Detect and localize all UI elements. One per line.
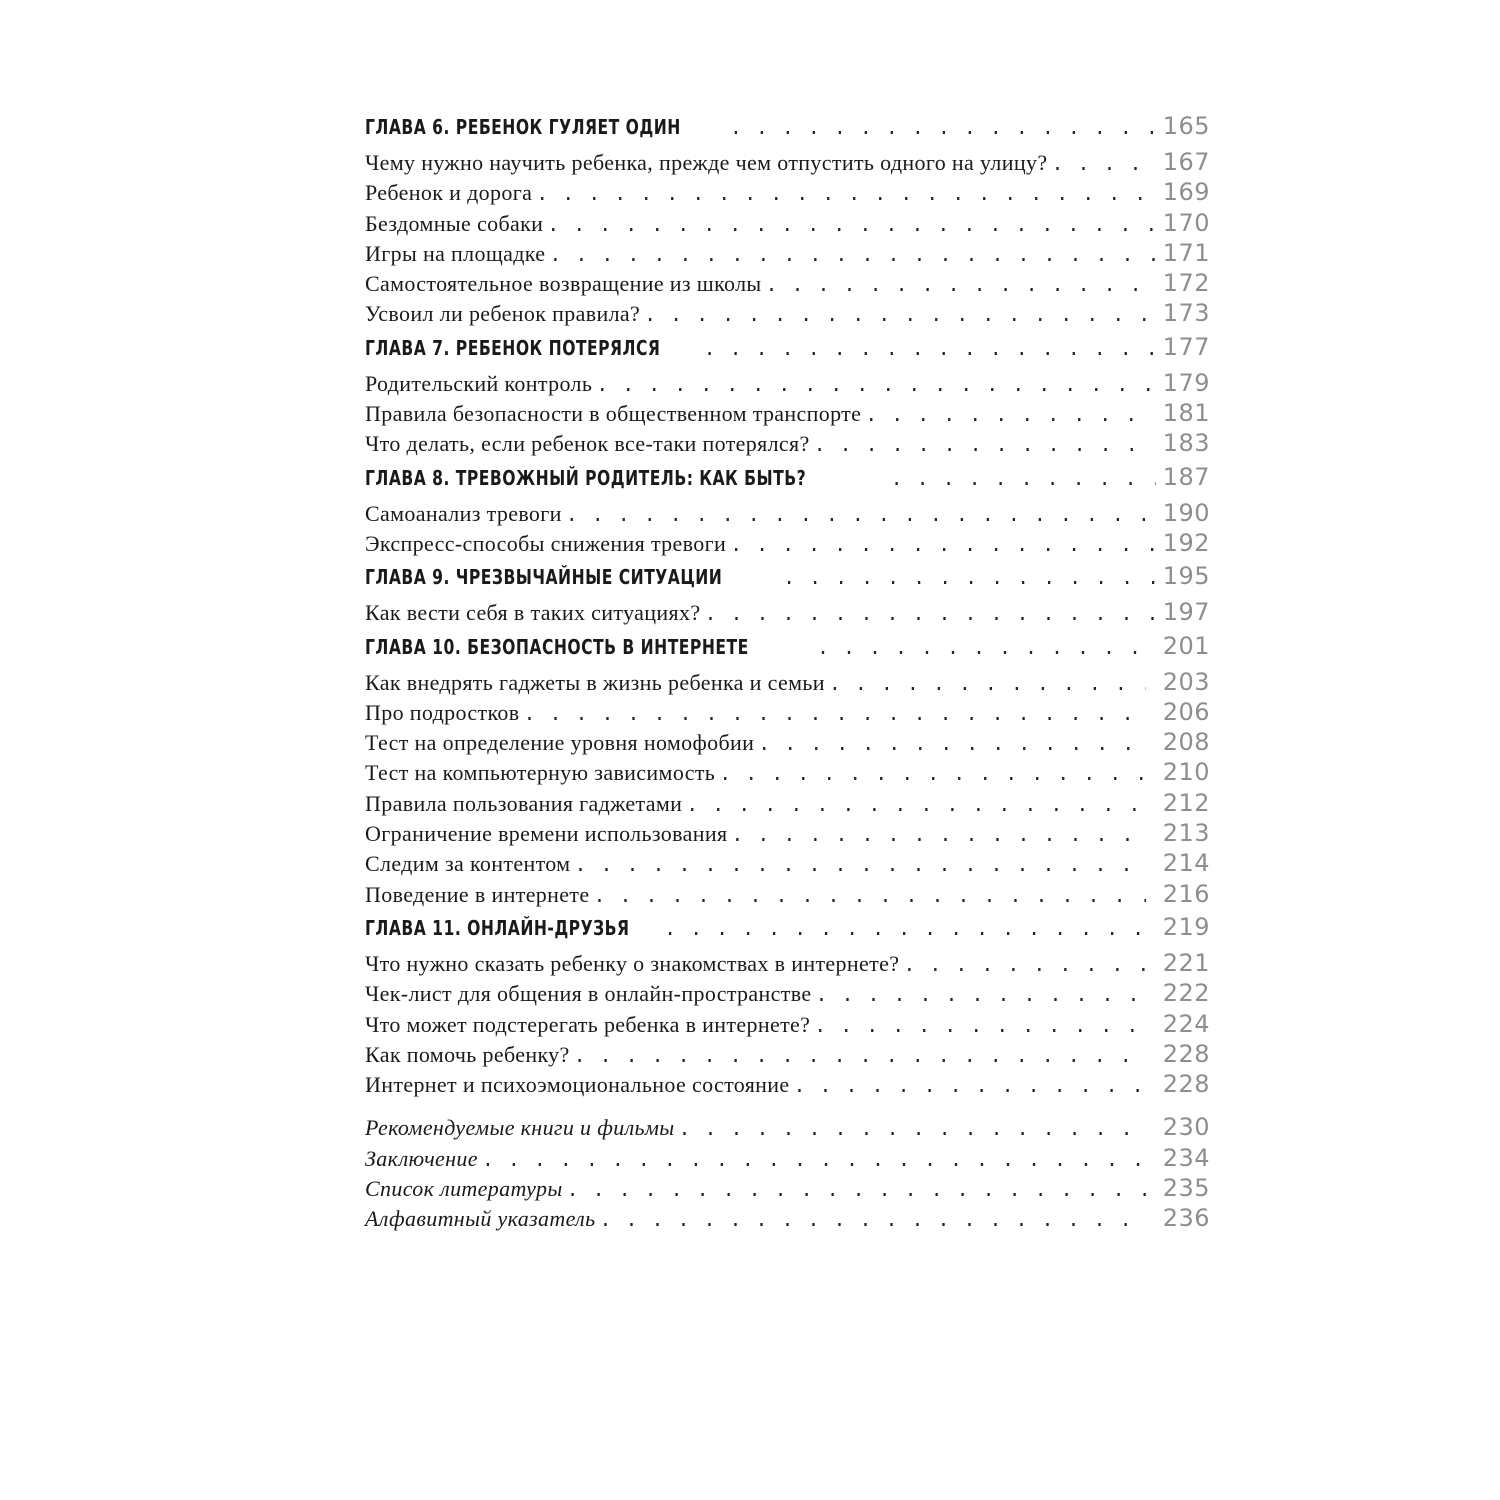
page-number: 192 — [1162, 528, 1210, 557]
dot-leader — [730, 118, 1156, 141]
page-number: 167 — [1162, 148, 1210, 176]
toc-section-entry — [365, 1010, 1210, 1040]
dot-leader — [783, 568, 1156, 591]
chapter-title: ГЛАВА 11. ОНЛАЙН-ДРУЗЬЯ — [365, 915, 630, 940]
chapter-title: ГЛАВА 9. ЧРЕЗВЫЧАЙНЫЕ СИТУАЦИИ — [365, 565, 723, 590]
dot-leader — [1051, 154, 1156, 177]
page-number: 201 — [1162, 631, 1210, 660]
dot-leader — [549, 245, 1156, 268]
page-number: 195 — [1162, 562, 1210, 591]
toc-section-entry — [365, 299, 1210, 329]
toc-section-entry — [365, 209, 1210, 239]
dot-leader — [593, 886, 1146, 909]
dot-leader — [817, 638, 1156, 661]
entry-title: Интернет и психоэмоциональное состояние — [365, 1072, 790, 1098]
entry-title: Правила пользования гаджетами — [365, 790, 683, 816]
page-number: 169 — [1162, 178, 1210, 207]
dot-leader — [814, 1016, 1146, 1039]
dot-leader — [719, 764, 1146, 787]
page-number: 236 — [1162, 1204, 1210, 1233]
dot-leader — [730, 535, 1156, 558]
page-number: 179 — [1162, 368, 1210, 397]
entry-title: Что делать, если ребенок все-таки потерялся? — [365, 431, 810, 457]
page-number: 190 — [1162, 498, 1210, 527]
toc-chapter-entry — [365, 333, 1210, 367]
dot-leader — [865, 405, 1156, 428]
page-number: 221 — [1162, 948, 1210, 977]
dot-leader — [567, 1180, 1146, 1203]
toc-section-entry — [365, 269, 1210, 299]
toc-section-entry — [365, 429, 1210, 459]
page-number: 235 — [1162, 1174, 1210, 1203]
page-number: 170 — [1162, 208, 1210, 237]
page-number: 219 — [1162, 912, 1210, 941]
entry-title: Экспресс-способы снижения тревоги — [365, 530, 727, 556]
page-number: 165 — [1162, 112, 1210, 140]
entry-title: Усвоил ли ребенок правила? — [365, 301, 641, 327]
page-number: 171 — [1162, 238, 1210, 267]
toc-chapter-entry — [365, 112, 1210, 146]
page-number: 214 — [1162, 849, 1210, 878]
dot-leader — [574, 1046, 1146, 1069]
dot-leader — [815, 985, 1146, 1008]
toc-section-entry — [365, 979, 1210, 1009]
toc-section-entry — [365, 369, 1210, 399]
toc-section-entry — [365, 880, 1210, 910]
entry-title: Что нужно сказать ребенку о знакомствах в интернете? — [365, 950, 900, 976]
dot-leader — [829, 674, 1146, 697]
page-number: 230 — [1162, 1113, 1210, 1142]
dot-leader — [903, 955, 1146, 978]
chapter-title: ГЛАВА 6. РЕБЕНОК ГУЛЯЕТ ОДИН — [365, 115, 681, 139]
entry-title: Поведение в интернете — [365, 881, 590, 907]
entry-title: Как внедрять гаджеты в жизнь ребенка и семьи — [365, 669, 825, 695]
dot-leader — [524, 704, 1146, 727]
entry-title: Бездомные собаки — [365, 210, 544, 236]
entry-title: Правила безопасности в общественном транспорте — [365, 401, 862, 427]
toc-section-entry — [365, 668, 1210, 698]
toc-back-matter-entry — [365, 1144, 1210, 1174]
dot-leader — [599, 1210, 1146, 1233]
page-number: 210 — [1162, 758, 1210, 787]
page-number: 177 — [1162, 332, 1210, 361]
page-number: 173 — [1162, 299, 1210, 328]
entry-title: Тест на компьютерную зависимость — [365, 760, 716, 786]
chapter-title: ГЛАВА 8. ТРЕВОЖНЫЙ РОДИТЕЛЬ: КАК БЫТЬ? — [365, 465, 807, 490]
page-number: 203 — [1162, 667, 1210, 696]
entry-title: Самоанализ тревоги — [365, 500, 562, 526]
dot-leader — [547, 215, 1156, 238]
toc-section-entry — [365, 698, 1210, 728]
page-number: 216 — [1162, 879, 1210, 908]
toc-section-entry — [365, 529, 1210, 559]
dot-leader — [644, 305, 1156, 328]
dot-leader — [664, 919, 1156, 942]
page-number: 181 — [1162, 399, 1210, 428]
dot-leader — [574, 855, 1146, 878]
entry-title: Самостоятельное возвращение из школы — [365, 271, 762, 297]
entry-title: Алфавитный указатель — [365, 1206, 596, 1232]
page-number: 224 — [1162, 1009, 1210, 1038]
page-number: 228 — [1162, 1070, 1210, 1099]
toc-chapter-entry — [365, 913, 1210, 947]
toc-section-entry — [365, 758, 1210, 788]
toc-section-entry — [365, 598, 1210, 628]
dot-leader — [482, 1150, 1146, 1173]
toc-chapter-entry — [365, 562, 1210, 596]
entry-title: Игры на площадке — [365, 240, 546, 266]
toc-section-entry — [365, 728, 1210, 758]
page-number: 212 — [1162, 788, 1210, 817]
entry-title: Про подростков — [365, 699, 520, 725]
toc-section-entry — [365, 819, 1210, 849]
toc-section-entry — [365, 949, 1210, 979]
entry-title: Ребенок и дорога — [365, 180, 533, 206]
page-number: 172 — [1162, 269, 1210, 298]
toc-section-entry — [365, 399, 1210, 429]
entry-title: Ограничение времени использования — [365, 821, 728, 847]
toc-section-entry — [365, 1070, 1210, 1100]
toc-section-entry — [365, 148, 1210, 178]
dot-leader — [766, 275, 1156, 298]
page-number: 183 — [1162, 429, 1210, 458]
toc-section-entry — [365, 178, 1210, 208]
page-number: 228 — [1162, 1039, 1210, 1068]
toc-section-entry — [365, 1040, 1210, 1070]
entry-title: Следим за контентом — [365, 851, 571, 877]
toc-section-entry — [365, 849, 1210, 879]
page-number: 213 — [1162, 819, 1210, 848]
dot-leader — [731, 825, 1146, 848]
dot-leader — [536, 184, 1156, 207]
entry-title: Тест на определение уровня номофобии — [365, 730, 755, 756]
page-number: 222 — [1162, 979, 1210, 1008]
dot-leader — [686, 795, 1146, 818]
entry-title: Заключение — [365, 1145, 478, 1171]
dot-leader — [596, 375, 1156, 398]
chapter-title: ГЛАВА 10. БЕЗОПАСНОСТЬ В ИНТЕРНЕТЕ — [365, 634, 749, 659]
entry-title: Как помочь ребенку? — [365, 1041, 570, 1067]
toc-section-entry — [365, 239, 1210, 269]
dot-leader — [566, 505, 1156, 528]
entry-title: Чему нужно научить ребенка, прежде чем отпустить одного на улицу? — [365, 150, 1048, 175]
page-number: 206 — [1162, 697, 1210, 726]
dot-leader — [679, 1119, 1146, 1142]
dot-leader — [794, 1076, 1146, 1099]
entry-title: Чек-лист для общения в онлайн-пространстве — [365, 981, 812, 1007]
toc-chapter-entry — [365, 463, 1210, 497]
dot-leader — [814, 435, 1156, 458]
toc-back-matter-entry — [365, 1204, 1210, 1234]
toc-back-matter-entry — [365, 1174, 1210, 1204]
page-number: 187 — [1162, 462, 1210, 491]
dot-leader — [704, 339, 1156, 362]
toc-back-matter-entry — [365, 1113, 1210, 1143]
entry-title: Рекомендуемые книги и фильмы — [365, 1115, 675, 1141]
entry-title: Что может подстерегать ребенка в интернете? — [365, 1011, 811, 1037]
toc-section-entry — [365, 789, 1210, 819]
page-number: 208 — [1162, 728, 1210, 757]
toc-section-entry — [365, 499, 1210, 529]
entry-title: Список литературы — [365, 1176, 563, 1202]
dot-leader — [891, 469, 1156, 492]
dot-leader — [704, 604, 1156, 627]
entry-title: Родительский контроль — [365, 370, 593, 396]
toc-chapter-entry — [365, 632, 1210, 666]
page-number: 197 — [1162, 598, 1210, 627]
table-of-contents — [365, 112, 1210, 1235]
page-number: 234 — [1162, 1143, 1210, 1172]
entry-title: Как вести себя в таких ситуациях? — [365, 600, 701, 626]
dot-leader — [758, 734, 1146, 757]
chapter-title: ГЛАВА 7. РЕБЕНОК ПОТЕРЯЛСЯ — [365, 335, 661, 360]
